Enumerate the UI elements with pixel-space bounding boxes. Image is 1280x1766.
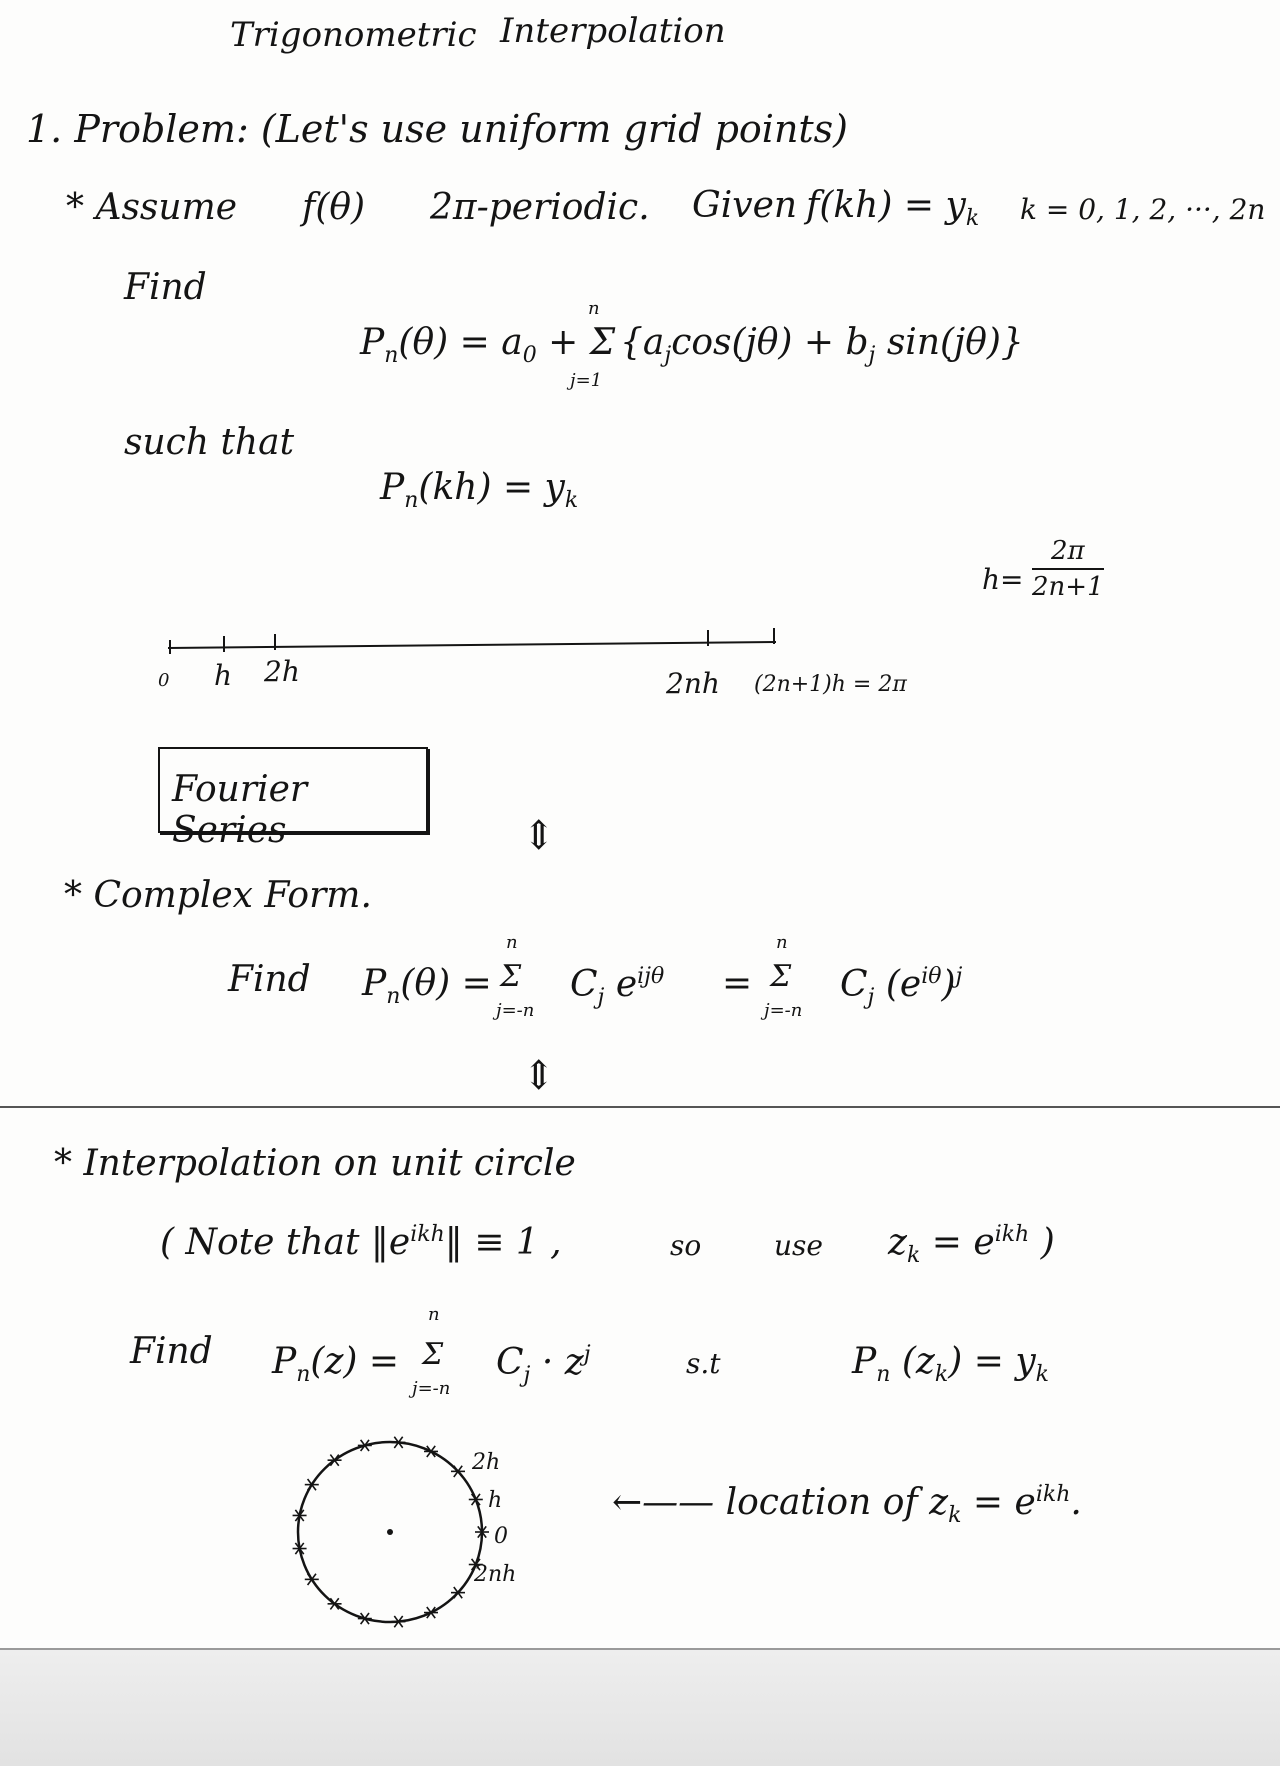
cos-term: cos(jθ) + b — [671, 322, 869, 363]
note-mid: ‖ ≡ 1 , — [444, 1222, 562, 1263]
term2-exp: j — [955, 964, 963, 989]
such-that: such that — [124, 422, 295, 463]
interp-sum: Σ — [422, 1337, 444, 1372]
complex-p-sub: n — [386, 984, 401, 1010]
bj-sub: j — [868, 343, 876, 369]
term2-c: C — [840, 964, 868, 1005]
cond-rest: (kh) = y — [418, 467, 565, 508]
axis-zero: 0 — [158, 670, 170, 691]
note-use: use — [774, 1229, 823, 1262]
note-open: ( Note that ‖e — [160, 1222, 411, 1263]
axis-2h: 2h — [264, 655, 300, 688]
complex-equals: = — [722, 963, 753, 1004]
cond-k: k — [564, 488, 579, 514]
k-range: k = 0, 1, 2, ···, 2n — [1020, 193, 1266, 226]
circle-label-0: 0 — [494, 1524, 508, 1549]
interp-c-sub: j — [523, 1363, 531, 1389]
complex-sum-1-top: n — [506, 932, 518, 953]
h-denominator: 2n+1 — [1032, 572, 1104, 602]
axis-end: (2n+1)h = 2π — [754, 672, 907, 697]
aj-sub: j — [664, 343, 672, 369]
pn-p: P — [360, 322, 385, 363]
location-eq: = e — [972, 1482, 1036, 1523]
term1-exp: ijθ — [637, 964, 665, 989]
complex-sum-2: Σ — [770, 959, 792, 994]
h-numerator: 2π — [1032, 536, 1104, 570]
interp-sum-top: n — [428, 1304, 440, 1325]
interp-cond-arg: (z — [901, 1341, 935, 1382]
axis-2nh: 2nh — [666, 667, 720, 700]
term2-close: ) — [941, 964, 956, 1005]
location-exp: ikh — [1035, 1482, 1071, 1507]
cond-p: P — [380, 467, 405, 508]
interp-arg: (z) = — [310, 1341, 400, 1382]
pn-arg: (θ) = a — [398, 322, 523, 363]
interp-p-sub: n — [296, 1362, 311, 1388]
find-label-1: Find — [124, 267, 207, 308]
note-z-exp: ikh — [994, 1222, 1030, 1247]
circle-label-2h: 2h — [472, 1450, 501, 1475]
complex-sum-2-bottom: j=-n — [764, 1000, 803, 1021]
cond-sub: n — [404, 488, 419, 514]
note-so: so — [670, 1229, 702, 1262]
given-label: Given — [692, 185, 798, 226]
location-dot: . — [1070, 1482, 1082, 1523]
sin-term: sin(jθ)} — [886, 322, 1024, 363]
interp-label: * Interpolation on unit circle — [54, 1143, 576, 1184]
periodic-text: 2π-periodic. — [430, 187, 650, 228]
term2-inner-exp: iθ — [921, 964, 942, 989]
location-arrow-text — [612, 1484, 1082, 1527]
assume-label: * Assume — [66, 187, 238, 228]
interp-cond-y-sub: k — [1035, 1362, 1049, 1388]
f-theta: f(θ) — [302, 187, 366, 228]
complex-sum-1-bottom: j=-n — [496, 1000, 535, 1021]
st-label: s.t — [686, 1347, 721, 1380]
pn-sum-top: n — [588, 298, 600, 319]
interp-cond-p: P — [852, 1341, 877, 1382]
given-eq-text: f(kh) = y — [806, 185, 966, 226]
pn-sub: n — [384, 343, 399, 369]
term1-c: C — [570, 964, 598, 1005]
equiv-arrow-1: ⇕ — [522, 813, 556, 859]
term2-paren: (e — [885, 964, 922, 1005]
complex-arg: (θ) = — [400, 963, 492, 1004]
complex-p: P — [362, 963, 387, 1004]
a0-sub: 0 — [522, 343, 537, 369]
term2-sub: j — [867, 985, 875, 1011]
note-close: ) — [1040, 1222, 1055, 1263]
location-sub: k — [948, 1503, 962, 1529]
find-label-3: Find — [130, 1331, 213, 1372]
pn-rhs-a: {a — [620, 322, 665, 363]
page-bottom-margin — [0, 1648, 1280, 1766]
fourier-series-label: Fourier Series — [172, 769, 308, 851]
interp-cond-sub: n — [876, 1362, 891, 1388]
title-left: Trigonometric — [230, 15, 477, 55]
title-right: Interpolation — [500, 11, 726, 51]
pn-sum: + Σ — [548, 322, 616, 363]
interp-exp: j — [583, 1342, 591, 1367]
circle-center — [387, 1529, 393, 1535]
term1-e: e — [615, 964, 638, 1005]
note-z: z — [888, 1222, 907, 1263]
interp-cond-z-sub: k — [934, 1362, 949, 1388]
note-z-sub: k — [906, 1243, 921, 1269]
axis-h: h — [214, 659, 233, 692]
pn-sum-bottom: j=1 — [570, 370, 603, 391]
given-eq-sub: k — [965, 206, 980, 232]
equiv-arrow-2: ⇕ — [522, 1053, 556, 1099]
circle-label-h: h — [488, 1488, 503, 1513]
note-eq: = e — [931, 1222, 995, 1263]
interp-dot: · z — [541, 1342, 584, 1383]
note-exp: ikh — [410, 1222, 445, 1247]
interp-c: C — [496, 1342, 524, 1383]
term1-sub: j — [597, 985, 605, 1011]
complex-sum-1: Σ — [500, 959, 522, 994]
find-label-2: Find — [228, 959, 311, 1000]
complex-sum-2-top: n — [776, 932, 788, 953]
interp-sum-bottom: j=-n — [412, 1378, 451, 1399]
h-label: h= — [982, 563, 1024, 596]
interp-cond-rest: ) = y — [948, 1341, 1036, 1382]
interp-p: P — [272, 1341, 297, 1382]
complex-form-label: * Complex Form. — [64, 875, 372, 916]
location-text: ←—— location of z — [612, 1482, 949, 1523]
circle-label-2nh: 2nh — [474, 1562, 517, 1587]
problem-heading: 1. Problem: (Let's use uniform grid points) — [26, 107, 849, 151]
